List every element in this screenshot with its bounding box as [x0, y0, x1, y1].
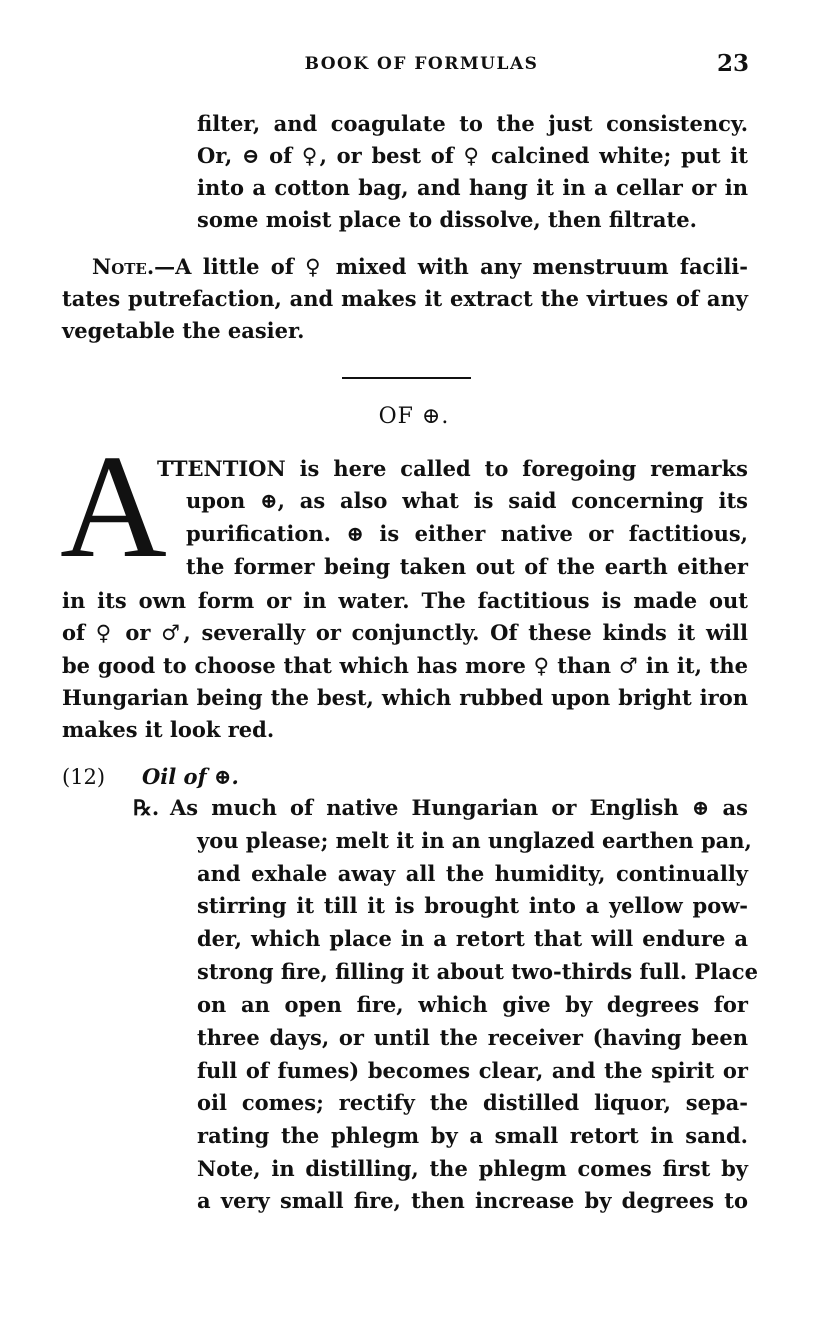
recipe-line-1: As much of native Hungarian or English ⊕ as	[170, 795, 748, 820]
section-rule	[342, 377, 471, 379]
recipe-line-13: a very small fire, then increase by degrees to	[197, 1188, 748, 1213]
running-head	[62, 50, 749, 78]
recipe-line-6: strong fire, filling it about two-thirds full. Place	[197, 959, 758, 984]
page-number: 23	[716, 50, 749, 77]
note-line-2: tates putrefaction, and makes it extract the virtues of any	[62, 286, 748, 311]
continuation-line-2: Or, ⊖ of ♀, or best of ♀ calcined white; put it	[197, 143, 748, 168]
recipe-line-3: and exhale away all the humidity, continually	[197, 861, 748, 886]
recipe-line-10: oil comes; rectify the distilled liquor, sepa-	[197, 1090, 748, 1115]
section-line-1: TTENTION is here called to foregoing remarks	[157, 456, 748, 481]
recipe-title: Oil of ⊕.	[142, 764, 239, 789]
note-label: Note.	[92, 254, 155, 279]
section-line-3: purification. ⊕ is either native or factitious,	[186, 521, 748, 546]
section-line-5: in its own form or in water. The factitious is made out	[62, 588, 748, 613]
rx-symbol: ℞.	[133, 795, 160, 820]
continuation-line-3: into a cotton bag, and hang it in a cellar or in	[197, 175, 748, 200]
recipe-line-11: rating the phlegm by a small retort in sand.	[197, 1123, 748, 1148]
drop-cap: A	[60, 425, 167, 589]
recipe-number: (12)	[62, 765, 106, 789]
continuation-line-1: filter, and coagulate to the just consistency.	[197, 111, 748, 136]
recipe-line-8: three days, or until the receiver (having been	[197, 1025, 748, 1050]
recipe-line-4: stirring it till it is brought into a yellow pow-	[197, 893, 748, 918]
section-line-7: be good to choose that which has more ♀ than ♂ in it, the	[62, 653, 748, 678]
section-line-6: of ♀ or ♂, severally or conjunctly. Of these kinds it will	[62, 620, 748, 645]
note-line-1	[92, 251, 748, 283]
continuation-line-4: some moist place to dissolve, then filtrate.	[197, 207, 697, 232]
recipe-line-7: on an open fire, which give by degrees for	[197, 992, 748, 1017]
recipe-line-12: Note, in distilling, the phlegm comes first by	[197, 1156, 748, 1181]
section-line-4: the former being taken out of the earth either	[186, 554, 748, 579]
section-line-8: Hungarian being the best, which rubbed upon bright iron	[62, 685, 748, 710]
running-title: BOOK OF FORMULAS	[304, 54, 539, 74]
section-heading: OF ⊕.	[378, 404, 450, 429]
note-line-1-text: —A little of ♀ mixed with any menstruum facili-	[154, 254, 748, 279]
section-line-9: makes it look red.	[62, 717, 275, 742]
recipe-line-2: you please; melt it in an unglazed earthen pan,	[197, 828, 752, 853]
section-line-2: upon ⊕, as also what is said concerning its	[186, 488, 748, 513]
note-line-3: vegetable the easier.	[62, 318, 305, 343]
recipe-line-9: full of fumes) becomes clear, and the spirit or	[197, 1058, 748, 1083]
recipe-line-5: der, which place in a retort that will endure a	[197, 926, 748, 951]
